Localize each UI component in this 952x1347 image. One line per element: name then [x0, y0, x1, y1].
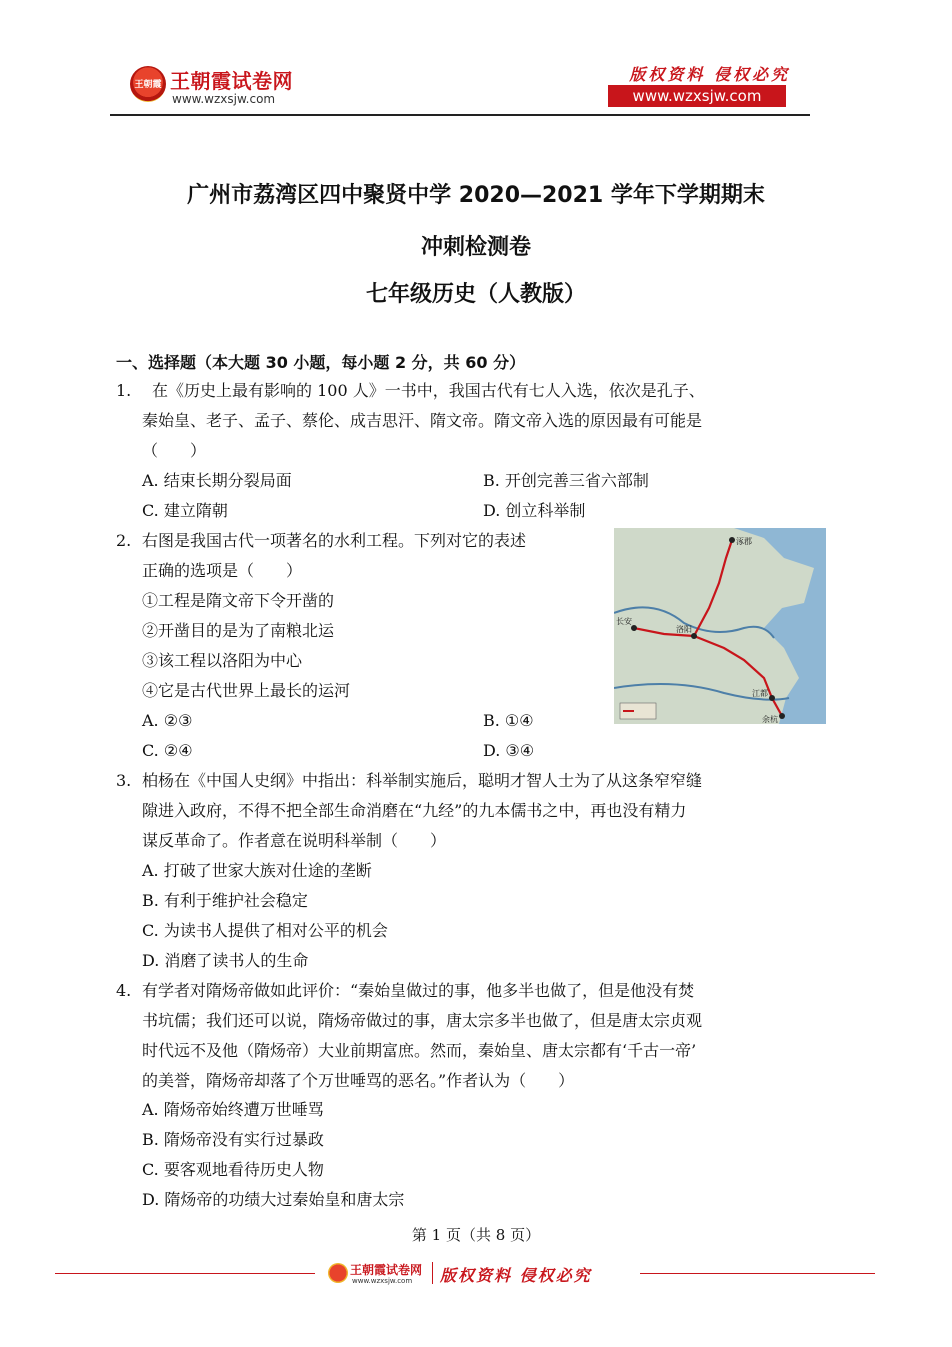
logo-emblem-text: 王朝霞 [134, 80, 162, 90]
question-4-option-c[interactable]: C. 要客观地看待历史人物 [142, 1160, 324, 1179]
question-1-option-b[interactable]: B. 开创完善三省六部制 [483, 471, 649, 490]
grand-canal-map-image [614, 528, 826, 724]
question-1-line: 秦始皇、老子、孟子、蔡伦、成吉思汗、隋文帝。隋文帝入选的原因最有可能是 [142, 411, 703, 430]
question-3-line: 隙进入政府，不得不把全部生命消磨在“九经”的九本儒书之中，再也没有精力 [142, 801, 687, 820]
question-2-statement: ③该工程以洛阳为中心 [142, 651, 303, 670]
footer-logo-icon [328, 1263, 348, 1283]
question-2-option-c[interactable]: C. ②④ [142, 741, 193, 760]
header-copyright: 版权资料 侵权必究 [629, 65, 790, 84]
footer-copyright: 版权资料 侵权必究 [440, 1266, 592, 1285]
question-2-statement: ①工程是隋文帝下令开凿的 [142, 591, 335, 610]
question-2-option-d[interactable]: D. ③④ [483, 741, 535, 760]
map-label-yuhang: 余杭 [762, 715, 778, 724]
footer-brand-url[interactable]: www.wzxsjw.com [352, 1277, 413, 1285]
page-number: 第 1 页（共 8 页） [411, 1226, 541, 1244]
question-1-option-a[interactable]: A. 结束长期分裂局面 [142, 471, 292, 490]
map-city-marker [779, 713, 785, 719]
brand-url[interactable]: www.wzxsjw.com [172, 92, 276, 106]
question-4-number: 4. [116, 981, 132, 1000]
exam-grade-subject: 七年级历史（人教版） [365, 282, 586, 307]
question-2-line: 正确的选项是（ ） [142, 561, 303, 580]
question-3-option-d[interactable]: D. 消磨了读书人的生命 [142, 951, 309, 970]
question-3-option-c[interactable]: C. 为读书人提供了相对公平的机会 [142, 921, 388, 940]
question-4-line: 有学者对隋炀帝做如此评价：“秦始皇做过的事，他多半也做了，但是他没有焚 [142, 981, 695, 1000]
map-label-luoyang: 洛阳 [676, 625, 692, 634]
question-3-option-a[interactable]: A. 打破了世家大族对仕途的垄断 [142, 861, 372, 880]
question-1-line: 在《历史上最有影响的 100 人》一书中，我国古代有七人入选，依次是孔子、 [152, 381, 705, 400]
question-3-line: 柏杨在《中国人史纲》中指出：科举制实施后，聪明才智人士为了从这条窄窄缝 [142, 771, 703, 790]
brand-name: 王朝霞试卷网 [170, 69, 293, 93]
exam-title: 广州市荔湾区四中聚贤中学 2020—2021 学年下学期期末 [187, 183, 765, 208]
header-url-link[interactable]: www.wzxsjw.com [608, 85, 786, 107]
question-3-line: 谋反革命了。作者意在说明科举制（ ） [142, 831, 447, 850]
question-1-number: 1. [116, 381, 132, 400]
question-3-number: 3. [116, 771, 132, 790]
question-1-option-c[interactable]: C. 建立隋朝 [142, 501, 228, 520]
question-2-statement: ④它是古代世界上最长的运河 [142, 681, 351, 700]
question-4-line: 时代远不及他（隋炀帝）大业前期富庶。然而，秦始皇、唐太宗都有‘千古一帝’ [142, 1041, 697, 1060]
question-2-statement: ②开凿目的是为了南粮北运 [142, 621, 335, 640]
footer-separator [432, 1262, 433, 1284]
question-1-line: （ ） [142, 441, 207, 460]
question-4-line: 的美誉，隋炀帝却落了个万世唾骂的恶名。”作者认为（ ） [142, 1071, 575, 1090]
question-2-option-b[interactable]: B. ①④ [483, 711, 534, 730]
section-heading: 一、选择题（本大题 30 小题，每小题 2 分，共 60 分） [116, 353, 526, 372]
question-4-option-d[interactable]: D. 隋炀帝的功绩大过秦始皇和唐太宗 [142, 1190, 405, 1209]
question-4-option-a[interactable]: A. 隋炀帝始终遭万世唾骂 [142, 1100, 324, 1119]
map-city-marker [729, 537, 735, 543]
question-4-line: 书坑儒；我们还可以说，隋炀帝做过的事，唐太宗多半也做了，但是唐太宗贞观 [142, 1011, 703, 1030]
question-4-option-b[interactable]: B. 隋炀帝没有实行过暴政 [142, 1130, 324, 1149]
question-1-option-d[interactable]: D. 创立科举制 [483, 501, 586, 520]
brand-logo-icon [130, 66, 166, 102]
map-label-zhuojun: 涿郡 [736, 537, 752, 546]
footer-divider-left [55, 1273, 315, 1274]
map-label-changan: 长安 [616, 617, 632, 626]
question-2-line: 右图是我国古代一项著名的水利工程。下列对它的表述 [142, 531, 527, 550]
question-2-number: 2. [116, 531, 132, 550]
question-3-option-b[interactable]: B. 有利于维护社会稳定 [142, 891, 308, 910]
map-city-marker [769, 695, 775, 701]
footer-brand-name: 王朝霞试卷网 [350, 1263, 423, 1277]
map-label-jiangdu: 江都 [752, 689, 768, 698]
question-2-option-a[interactable]: A. ②③ [142, 711, 193, 730]
header-divider [110, 114, 810, 116]
exam-subtitle: 冲刺检测卷 [420, 235, 531, 260]
footer-divider-right [640, 1273, 875, 1274]
